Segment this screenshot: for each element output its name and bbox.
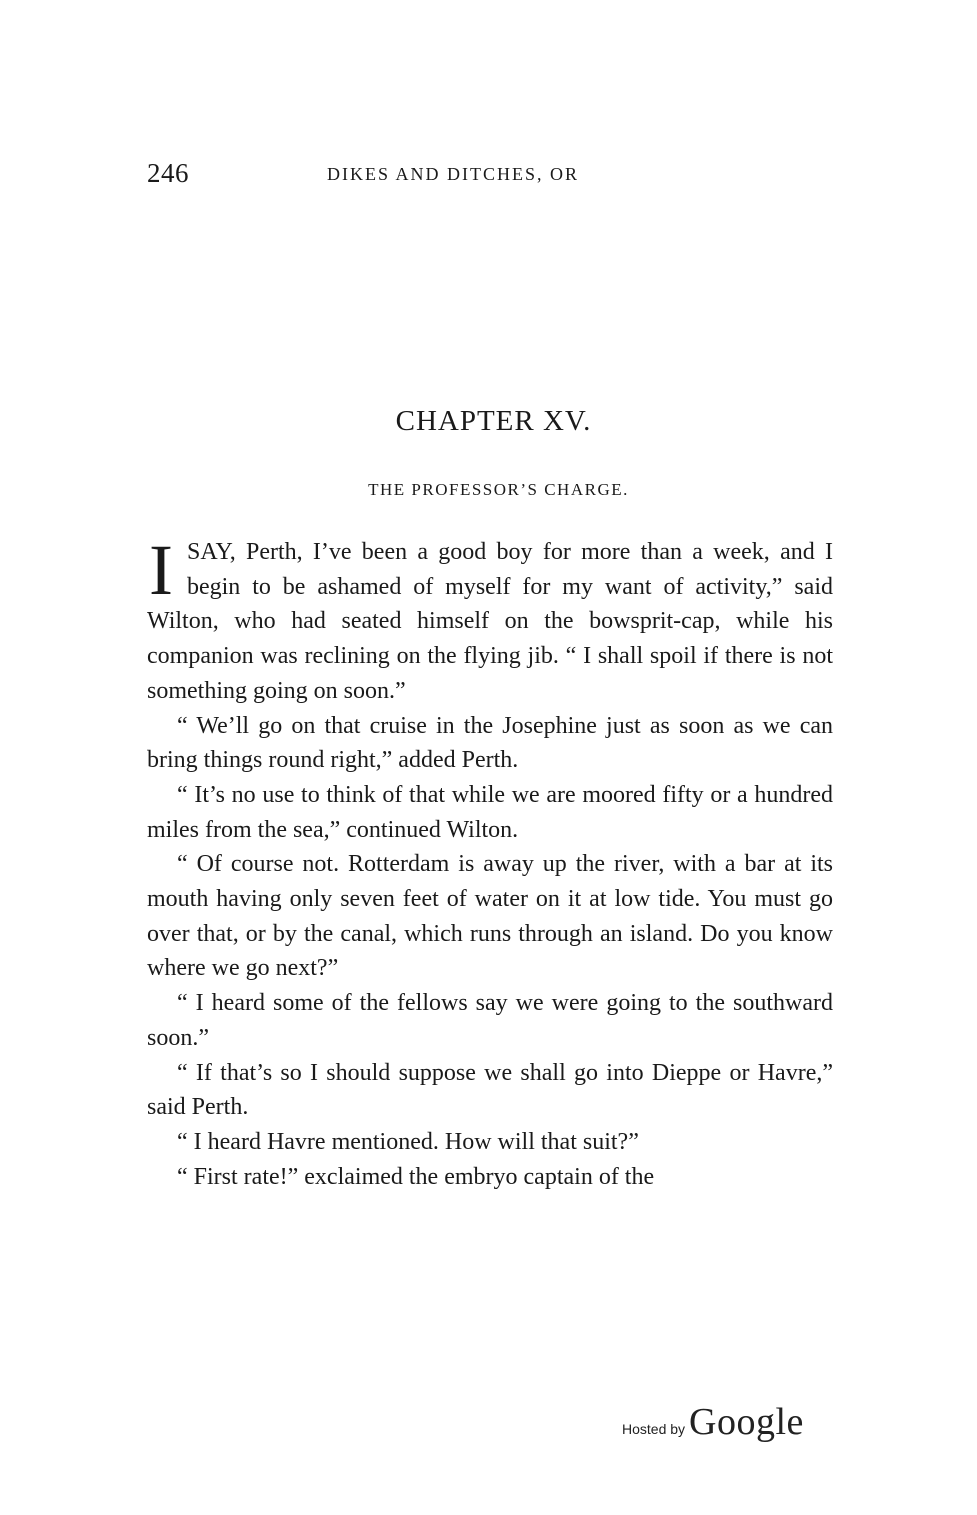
running-title: DIKES AND DITCHES, OR [327, 164, 580, 184]
paragraph-8: “ First rate!” exclaimed the embryo captain of the [177, 1163, 655, 1190]
paragraph-1-text: SAY, Perth, I’ve been a good boy for more than a week, and I begin to be ashamed of myself for my want of activity,” said Wilton, who had seated himself on the bowsprit-cap, while his companion was reclining on the flying jib. “ I shall spoil if there is not something going on soon.” [147, 539, 833, 704]
paragraph-2: “ We’ll go on that cruise in the Josephine just as soon as we can bring things round right,” added Perth. [147, 712, 833, 774]
paragraph-4: “ Of course not. Rotterdam is away up the river, with a bar at its mouth having only seven feet of water on it at low tide. You must go over that, or by the canal, which runs through an island. Do you know where we go next?” [147, 851, 833, 982]
page-number: 246 [147, 158, 189, 188]
chapter-heading: CHAPTER XV. [395, 405, 592, 437]
drop-cap: I [149, 530, 173, 610]
paragraph-1 [147, 530, 833, 709]
paragraph-7: “ I heard Havre mentioned. How will that suit?” [177, 1128, 639, 1155]
hosted-by-google-watermark [622, 1400, 842, 1450]
running-head [147, 158, 837, 192]
chapter-subtitle: THE PROFESSOR’S CHARGE. [368, 480, 629, 499]
hosted-by-label: Hosted by [622, 1421, 686, 1437]
paragraph-5: “ I heard some of the fellows say we were going to the southward soon.” [147, 990, 833, 1051]
google-logo: Google [689, 1401, 804, 1443]
paragraph-3: “ It’s no use to think of that while we are moored fifty or a hundred miles from the sea,” continued Wilton. [147, 781, 833, 843]
paragraph-6: “ If that’s so I should suppose we shall go into Dieppe or Havre,” said Perth. [147, 1059, 833, 1121]
body-text [147, 530, 833, 1194]
